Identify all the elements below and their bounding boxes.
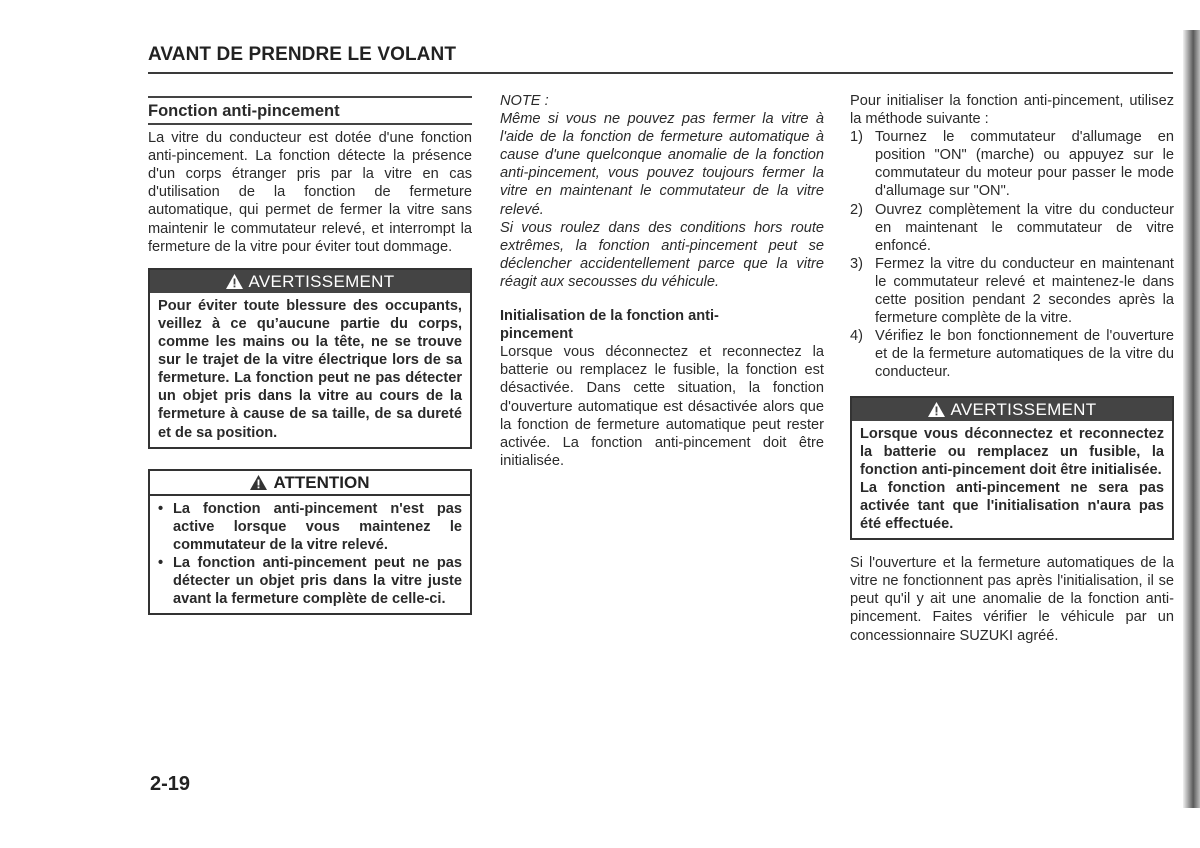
warning-paragraph-1: Lorsque vous déconnectez et reconnectez la batterie ou remplacez un fusible, la fonction anti-pincement doit être initialisée. [860, 425, 1164, 478]
column-2 [500, 92, 824, 470]
step-text: Tournez le commutateur d'allumage en position "ON" (marche) ou appuyez sur le commutateur du moteur pour passer le mode d'allumage sur "ON". [875, 129, 1174, 200]
attention-box [148, 469, 472, 616]
init-method-intro: Pour initialiser la fonction anti-pincement, utilisez la méthode suivante : [850, 93, 1174, 128]
init-section-title: Initialisation de la fonction anti-pincement [500, 308, 719, 343]
attention-body [150, 496, 470, 614]
step-text: Ouvrez complètement la vitre du conducteur en maintenant le commutateur de vitre enfoncé. [875, 201, 1174, 254]
note-label: NOTE : [500, 93, 549, 109]
warning-label: AVERTISSEMENT [950, 399, 1097, 419]
book-spine-shadow [1183, 30, 1200, 808]
step-item [850, 255, 1174, 327]
init-paragraph: Lorsque vous déconnectez et reconnectez la batterie ou remplacez le fusible, la fonction est désactivée. Dans cette situation, la fonction d'ouverture automatique est désactivée alors que la fonction de fermeture automatique peut rester activée. La fonction anti-pincement doit être initialisée. [500, 344, 824, 469]
warning-label: AVERTISSEMENT [248, 271, 395, 291]
note-paragraph-2: Si vous roulez dans des conditions hors route extrêmes, la fonction anti-pincement peut se déclencher accidentellement parce que la vitre réagit aux secousses du véhicule. [500, 219, 824, 290]
warning-box [850, 396, 1174, 541]
attention-label: ATTENTION [273, 472, 370, 492]
warning-box [148, 268, 472, 449]
step-item [850, 128, 1174, 200]
step-number: 3) [850, 255, 863, 272]
column-1 [148, 96, 472, 615]
warning-text [150, 293, 470, 447]
section-title: Fonction anti-pincement [148, 96, 472, 125]
warning-header [150, 270, 470, 293]
warning-paragraph: Pour éviter toute blessure des occupants, veillez à ce qu’aucune partie du corps, comme les mains ou la tête, ne se trouve sur le trajet de la vitre électrique lors de sa fermeture. La fonction peut ne pas détecter un objet pris dans la vitre au cours de la fermeture à cause de sa taille, de sa dureté et de sa position. [158, 297, 462, 441]
warning-triangle-icon [226, 274, 243, 289]
warning-triangle-icon [250, 475, 267, 490]
warning-text [852, 421, 1172, 539]
header-rule [148, 72, 1173, 74]
column-3 [850, 92, 1174, 645]
step-item [850, 201, 1174, 255]
step-text: Vérifiez le bon fonctionnement de l'ouverture et de la fermeture automatiques de la vitre du conducteur. [875, 328, 1174, 381]
step-number: 1) [850, 129, 863, 146]
step-text: Fermez la vitre du conducteur en maintenant le commutateur relevé et maintenez-le dans cette position pendant 2 secondes après la fermeture complète de la vitre. [875, 255, 1174, 327]
init-steps-list [850, 128, 1174, 381]
note-paragraph-1: Même si vous ne pouvez pas fermer la vitre à l'aide de la fonction de fermeture automatique à cause d'une quelconque anomalie de la fonction anti-pincement, vous pouvez toujours fermer la vitre en maintenant le commutateur de la vitre relevé. [500, 111, 824, 218]
closing-paragraph: Si l'ouverture et la fermeture automatiques de la vitre ne fonctionnent pas après l'initialisation, il se peut qu'il y ait une anomalie de la fonction anti-pincement. Faites vérifier le véhicule par un concessionnaire SUZUKI agréé. [850, 555, 1174, 644]
attention-item: • La fonction anti-pincement n'est pas active lorsque vous maintenez le commutateur de la vitre relevé. [156, 500, 462, 554]
attention-item: • La fonction anti-pincement peut ne pas détecter un objet pris dans la vitre juste avant la fermeture complète de celle-ci. [156, 554, 462, 608]
warning-header [852, 398, 1172, 421]
attention-header [150, 471, 470, 496]
page-title: AVANT DE PRENDRE LE VOLANT [148, 44, 457, 65]
page-number: 2-19 [150, 773, 191, 795]
step-number: 4) [850, 328, 863, 345]
warning-paragraph-2: La fonction anti-pincement ne sera pas activée tant que l'initialisation n'aura pas été effectuée. [860, 479, 1164, 533]
warning-triangle-icon [928, 402, 945, 417]
step-number: 2) [850, 201, 863, 218]
step-item [850, 327, 1174, 381]
intro-paragraph: La vitre du conducteur est dotée d'une fonction anti-pincement. La fonction détecte la présence d'un corps étranger pris par la vitre en cas d'utilisation de la fonction de fermeture automatique, qui permet de fermer la vitre sans maintenir le commutateur relevé, et interrompt la fermeture de la vitre pour éviter tout dommage. [148, 130, 472, 255]
